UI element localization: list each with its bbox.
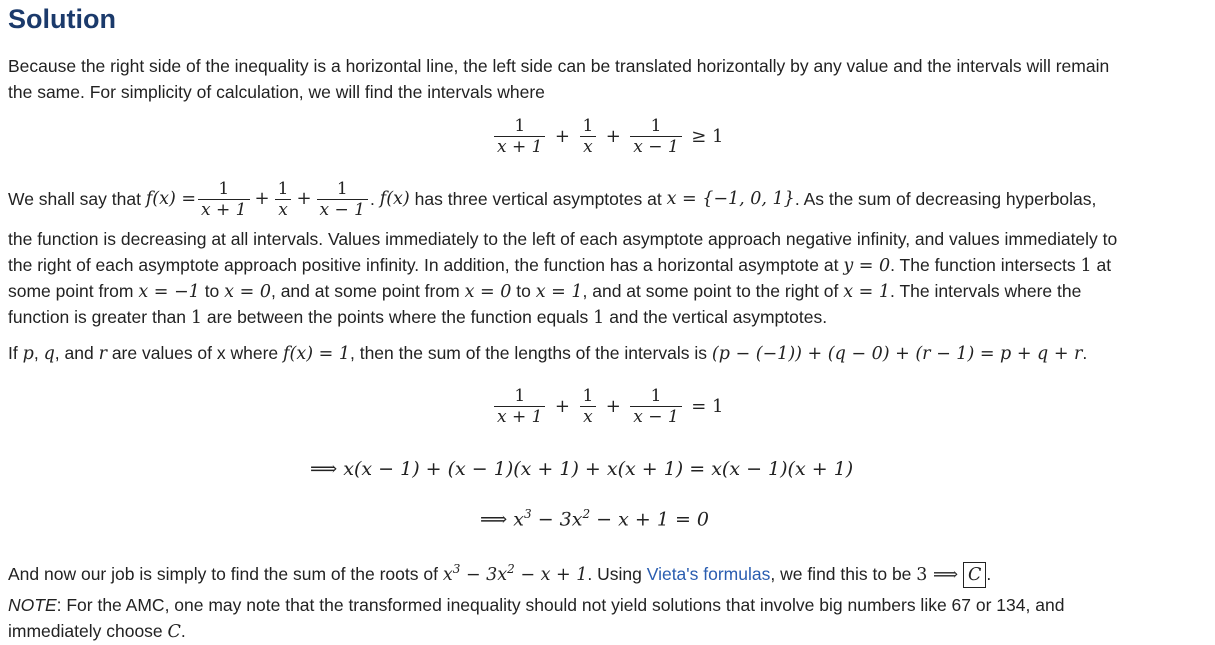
fraction: $\frac{1}{x - 1}$ bbox=[630, 116, 681, 157]
fraction: $\frac{1}{x}$ bbox=[579, 116, 596, 157]
display-equation: ⟹ x(x − 1) + (x − 1)(x + 1) + x(x + 1) = x(x − 1)(x + 1) bbox=[310, 458, 854, 480]
vietas-formulas-link[interactable]: Vieta's formulas bbox=[646, 563, 771, 584]
paragraph-line: function is greater than 1 are between the points where the function equals 1 and the vertical asymptotes. bbox=[8, 307, 828, 328]
paragraph-line: If p, q, and r are values of x where f(x) = 1, then the sum of the lengths of the intervals is (p − (−1)) + (q − 0) + (r − 1) = p + q + r. bbox=[8, 343, 1088, 364]
answer-box: C bbox=[963, 562, 986, 588]
display-equation: $\frac{1}{x + 1}$ + $\frac{1}{x}$ + $\frac{1}{x - 1}$ = 1 bbox=[492, 386, 726, 427]
display-inequality: $\frac{1}{x + 1}$ + $\frac{1}{x}$ + $\frac{1}{x - 1}$ ≥ 1 bbox=[492, 116, 726, 157]
note-line: immediately choose C. bbox=[8, 621, 186, 642]
paragraph-line: the function is decreasing at all intervals. Values immediately to the left of each asymptote approach negative infinity, and values immediately to bbox=[8, 229, 1118, 249]
paragraph-line: And now our job is simply to find the sum of the roots of $x^3 - 3x^2 - x + 1$. Using Vieta's formulas, we find this to be 3 ⟹ C . bbox=[8, 556, 991, 588]
paragraph-line: Because the right side of the inequality is a horizontal line, the left side can be translated horizontally by any value and the intervals will remain bbox=[8, 56, 1110, 76]
paragraph-line: the same. For simplicity of calculation, we will find the intervals where bbox=[8, 82, 545, 102]
section-heading: Solution bbox=[8, 4, 116, 34]
note-line: NOTE: For the AMC, one may note that the transformed inequality should not yield solutions that involve big numbers like 67 or 134, and bbox=[8, 595, 1065, 615]
display-equation: ⟹ $x^3 - 3x^2 - x + 1 = 0$ bbox=[480, 507, 709, 531]
fraction: $\frac{1}{x + 1}$ bbox=[494, 116, 545, 157]
paragraph-line: some point from x = −1 to x = 0, and at some point from x = 0 to x = 1, and at some point to the right of x = 1. The intervals where the bbox=[8, 281, 1082, 302]
paragraph-line: the right of each asymptote approach positive infinity. In addition, the function has a horizontal asymptote at y = 0. The function intersects 1 at bbox=[8, 255, 1112, 276]
paragraph-line: We shall say that f(x) = $\frac{1}{x + 1}$ + $\frac{1}{x}$ + $\frac{1}{x - 1}$ . f(x) has three vertical asymptotes at x = {−1, 0, 1} . As the sum of decreasing hyperbolas, bbox=[8, 178, 1097, 220]
